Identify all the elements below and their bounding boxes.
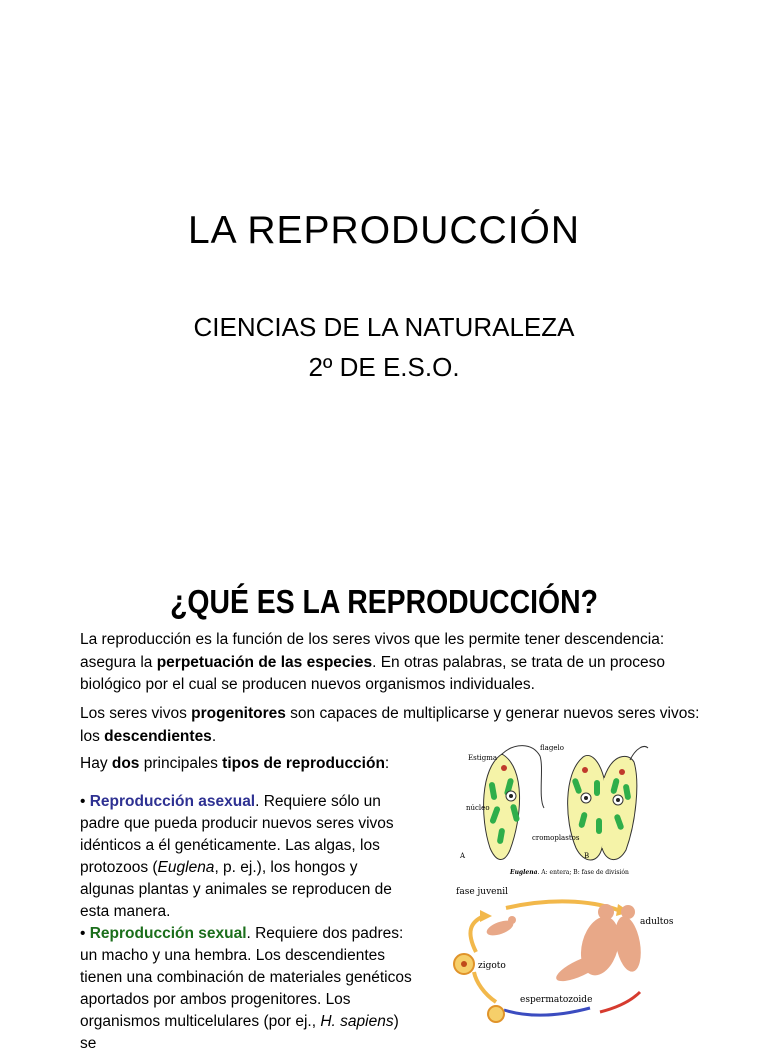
slide-title: LA REPRODUCCIÓN bbox=[187, 209, 581, 252]
label-b: B bbox=[584, 852, 590, 860]
text-run: . bbox=[211, 727, 217, 745]
label-estigma: Estigma bbox=[468, 754, 498, 762]
label-a: A bbox=[460, 852, 466, 860]
eyespot-b1 bbox=[582, 767, 588, 773]
emphasis-dos: dos bbox=[111, 755, 140, 772]
euglena-figure bbox=[452, 738, 692, 883]
text-run: : bbox=[384, 755, 390, 772]
emphasis-tipos: tipos de reproducción bbox=[222, 755, 385, 772]
eyespot-a bbox=[501, 765, 507, 771]
list-item-sexual bbox=[80, 923, 415, 1055]
ovulo-cell bbox=[488, 1006, 504, 1022]
bullet: • bbox=[80, 925, 90, 942]
content-slide bbox=[0, 560, 768, 1052]
arrow-ovulo bbox=[600, 992, 640, 1012]
emphasis-perpetuacion: perpetuación de las especies bbox=[156, 653, 373, 671]
text-run: . Requiere sólo un padre que pueda producir nuevos seres vivos idénticos a él genéticamente. Las algas, los protozoos ( bbox=[80, 793, 394, 876]
text-run: , p. ej.), los hongos y algunas plantas y animales se reproducen de esta manera. bbox=[80, 859, 392, 920]
figure-caption: Euglena. A: entera; B: fase de división bbox=[510, 869, 629, 876]
course-line: 2º DE E.S.O. bbox=[308, 352, 460, 382]
term-sexual: Reproducción sexual bbox=[89, 925, 247, 942]
emphasis-descendientes: descendientes bbox=[104, 727, 212, 745]
italic-h-sapiens: H. sapiens bbox=[320, 1013, 394, 1030]
label-espermatozoide: espermatozoide bbox=[520, 995, 593, 1005]
life-cycle-figure bbox=[440, 882, 690, 1024]
adult-figures bbox=[553, 904, 645, 986]
text-run: . Requiere dos padres: un macho y una hembra. Los descendientes tienen una combinación de materiales genéticos aportados por ambos progenitores. Los organismos multicelulares (por ej., bbox=[80, 925, 412, 1030]
text-run: ) se bbox=[80, 1013, 399, 1052]
label-flagelo: flagelo bbox=[540, 744, 564, 752]
label-zigoto: zigoto bbox=[478, 961, 506, 971]
flagellum-b bbox=[630, 747, 648, 761]
types-list bbox=[80, 791, 415, 1055]
bullet: • bbox=[80, 793, 90, 810]
label-fase-juvenil: fase juvenil bbox=[456, 887, 509, 897]
list-item-asexual bbox=[80, 791, 415, 923]
section-title: ¿QUÉ ES LA REPRODUCCIÓN? bbox=[170, 583, 598, 620]
text-run: principales bbox=[139, 755, 223, 772]
term-asexual: Reproducción asexual bbox=[89, 793, 256, 810]
text-run: son capaces de multiplicarse y generar nuevos seres vivos: los bbox=[80, 705, 700, 745]
arrow-to-zigoto bbox=[474, 972, 496, 1002]
eyespot-b2 bbox=[619, 769, 625, 775]
italic-euglena: Euglena bbox=[157, 859, 215, 876]
text-run: . En otras palabras, se trata de un proceso biológico por el cual se producen nuevos organismos individuales. bbox=[80, 653, 666, 693]
text-run: Hay bbox=[80, 755, 112, 772]
emphasis-progenitores: progenitores bbox=[191, 705, 286, 722]
label-nucleo: núcleo bbox=[466, 804, 490, 812]
text-run: La reproducción es la función de los seres vivos que les permite tener descendencia: asegura la bbox=[80, 631, 665, 671]
slide-subtitle bbox=[0, 307, 768, 387]
paragraph-definition bbox=[80, 629, 700, 697]
subject-line: CIENCIAS DE LA NATURALEZA bbox=[193, 312, 575, 342]
arrow-espermatozoide bbox=[504, 1008, 590, 1015]
label-adultos: adultos bbox=[640, 917, 674, 927]
text-run: Los seres vivos bbox=[80, 705, 192, 722]
label-cromoplastos: cromoplastos bbox=[532, 834, 580, 842]
arrow-zigoto-juvenil bbox=[470, 916, 484, 952]
